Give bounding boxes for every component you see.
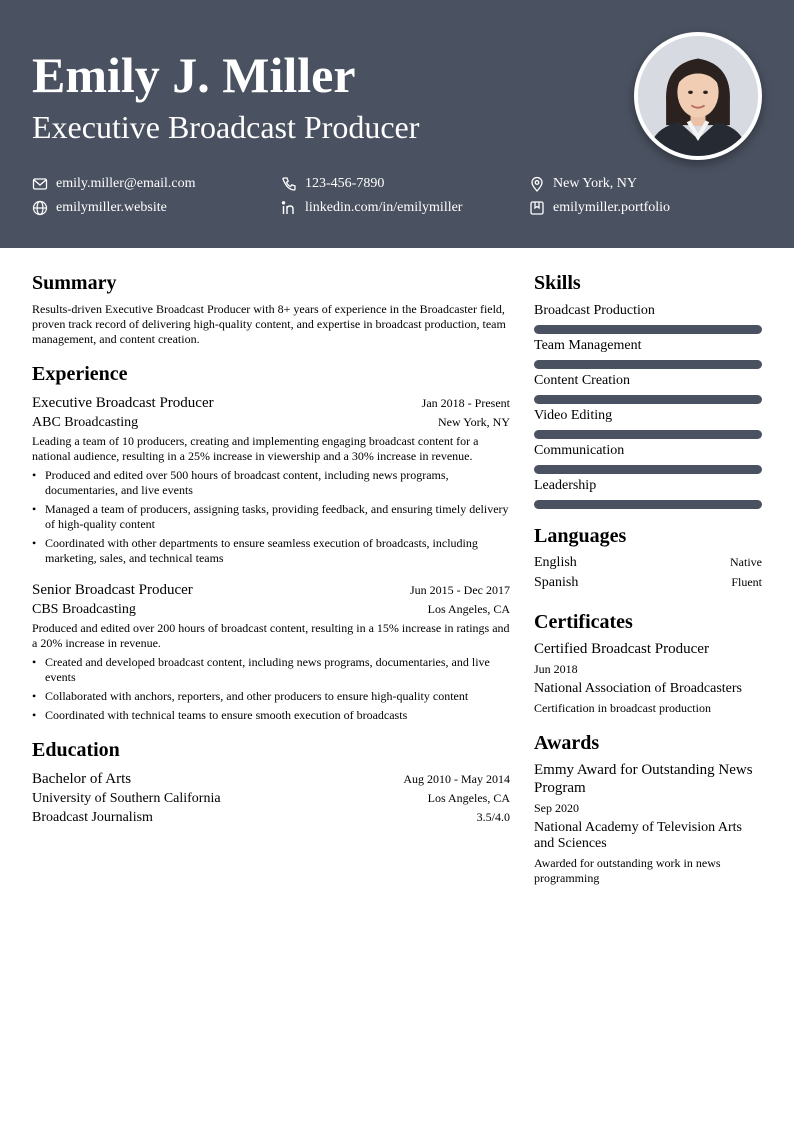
contact-phone[interactable]: [281, 175, 384, 193]
section-heading-certificates: Certificates: [534, 611, 633, 633]
language-level: Native: [730, 555, 762, 569]
section-heading-skills: Skills: [534, 272, 581, 294]
experience-item: [32, 393, 510, 566]
education-section: [32, 737, 510, 827]
list-item: • Managed a team of producers, assigning tasks, providing feedback, and ensuring timely delivery of high-quality content: [32, 502, 510, 532]
skill-bar: [534, 465, 762, 474]
job-dates: Jun 2015 - Dec 2017: [410, 583, 510, 597]
award-description: Awarded for outstanding work in news programming: [534, 856, 721, 885]
award-item: [534, 761, 762, 886]
location-icon: [529, 176, 545, 192]
education-location: Los Angeles, CA: [427, 791, 510, 805]
contact-location: [529, 175, 637, 193]
language-name: English: [534, 555, 577, 570]
certificate-description: Certification in broadcast production: [534, 701, 711, 715]
summary-text: Results-driven Executive Broadcast Producer with 8+ years of experience in the Broadcaster field, proven track record of delivering high-quality content, and expertise in broadcast production, team management, and content creation.: [32, 302, 506, 346]
section-heading-education: Education: [32, 739, 120, 761]
skills-section: [534, 270, 762, 509]
certificate-date: Jun 2018: [534, 662, 578, 676]
contact-portfolio[interactable]: [529, 199, 670, 217]
job-company: CBS Broadcasting: [32, 602, 136, 617]
portfolio-icon: [529, 200, 545, 216]
languages-section: [534, 523, 762, 593]
skill-name: Broadcast Production: [534, 303, 655, 318]
list-item: • Created and developed broadcast content, including news programs, documentaries, and live events: [32, 655, 510, 685]
skill-name: Leadership: [534, 478, 597, 493]
section-heading-experience: Experience: [32, 363, 128, 385]
language-level: Fluent: [731, 575, 762, 589]
contact-email[interactable]: [32, 175, 196, 193]
education-dates: Aug 2010 - May 2014: [403, 772, 510, 786]
skill-name: Team Management: [534, 338, 642, 353]
skill-item: [534, 337, 762, 369]
skill-name: Communication: [534, 443, 625, 458]
job-company: ABC Broadcasting: [32, 415, 139, 430]
summary-section: [32, 270, 510, 347]
certificates-section: [534, 609, 762, 716]
experience-item: [32, 580, 510, 723]
certificate-issuer: National Association of Broadcasters: [534, 681, 743, 696]
skill-bar: [534, 325, 762, 334]
portrait-image: [638, 36, 758, 156]
language-item: [534, 573, 762, 593]
contact-website-text: emilymiller.website: [56, 200, 167, 215]
list-item: • Produced and edited over 500 hours of broadcast content, including news programs, documentaries, and live events: [32, 468, 510, 498]
certificate-name: Certified Broadcast Producer: [534, 641, 709, 657]
contact-email-text: emily.miller@email.com: [56, 176, 196, 191]
job-bullets: [32, 468, 510, 566]
side-column: [534, 270, 762, 886]
list-item: • Coordinated with other departments to ensure seamless execution of broadcasts, including marketing, sales, and technical teams: [32, 536, 510, 566]
job-description: Produced and edited over 200 hours of broadcast content, resulting in a 15% increase in ratings and a 20% increase in revenue.: [32, 621, 510, 650]
candidate-name: Emily J. Miller: [32, 47, 356, 103]
skill-name: Content Creation: [534, 373, 631, 388]
resume-header: [0, 0, 794, 248]
skill-item: [534, 477, 762, 509]
contact-linkedin[interactable]: [281, 199, 462, 217]
list-item: • Collaborated with anchors, reporters, and other producers to ensure high-quality content: [32, 689, 510, 704]
linkedin-icon: [281, 200, 297, 216]
contact-phone-text: 123-456-7890: [305, 176, 385, 191]
skill-bar: [534, 430, 762, 439]
list-item: • Coordinated with technical teams to ensure smooth execution of broadcasts: [32, 708, 510, 723]
contact-website[interactable]: [32, 199, 167, 217]
award-issuer: National Academy of Television Arts and Sciences: [534, 820, 742, 851]
section-heading-awards: Awards: [534, 732, 600, 754]
education-gpa: 3.5/4.0: [476, 810, 510, 824]
education-field: Broadcast Journalism: [32, 810, 153, 825]
phone-icon: [281, 176, 297, 192]
profile-photo: [634, 32, 762, 160]
skill-bar: [534, 500, 762, 509]
skill-item: [534, 302, 762, 334]
skill-item: [534, 442, 762, 474]
language-item: [534, 553, 762, 573]
job-dates: Jan 2018 - Present: [421, 396, 510, 410]
skill-bar: [534, 360, 762, 369]
skill-bar: [534, 395, 762, 404]
job-location: Los Angeles, CA: [427, 602, 510, 616]
education-degree: Bachelor of Arts: [32, 771, 132, 787]
awards-section: [534, 730, 762, 886]
job-bullets: [32, 655, 510, 723]
certificate-item: [534, 640, 762, 716]
skill-item: [534, 372, 762, 404]
contact-location-text: New York, NY: [553, 176, 638, 191]
skill-name: Video Editing: [534, 408, 613, 423]
award-name: Emmy Award for Outstanding News Program: [534, 762, 753, 796]
globe-icon: [32, 200, 48, 216]
skill-item: [534, 407, 762, 439]
section-heading-languages: Languages: [534, 525, 627, 547]
mail-icon: [32, 176, 48, 192]
language-name: Spanish: [534, 575, 579, 590]
award-date: Sep 2020: [534, 801, 579, 815]
main-column: [32, 270, 510, 827]
experience-section: [32, 361, 510, 723]
contact-portfolio-text: emilymiller.portfolio: [553, 200, 671, 215]
skills-list: [534, 302, 762, 509]
candidate-title: Executive Broadcast Producer: [32, 109, 420, 145]
job-title: Senior Broadcast Producer: [32, 582, 193, 598]
section-heading-summary: Summary: [32, 272, 117, 294]
contact-linkedin-text: linkedin.com/in/emilymiller: [305, 200, 463, 215]
job-description: Leading a team of 10 producers, creating and implementing engaging broadcast content for a national audience, resulting in a 25% increase in viewership and a 30% increase in revenue.: [32, 434, 479, 463]
job-location: New York, NY: [437, 415, 510, 429]
education-school: University of Southern California: [32, 791, 221, 806]
job-title: Executive Broadcast Producer: [32, 395, 214, 411]
